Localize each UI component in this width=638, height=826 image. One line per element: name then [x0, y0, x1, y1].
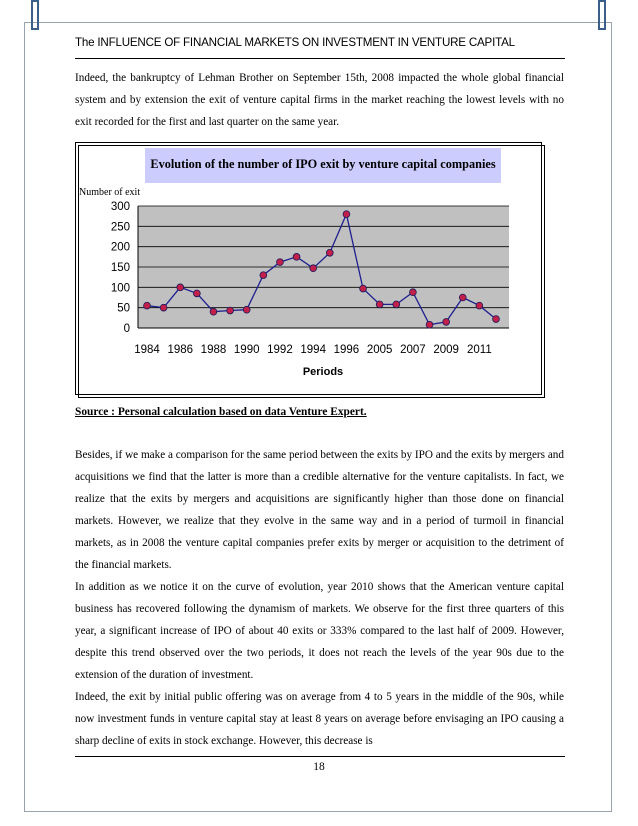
data-point — [160, 304, 167, 311]
data-point — [426, 321, 433, 328]
x-tick-label: 1992 — [267, 344, 293, 356]
chart-svg — [75, 142, 546, 399]
x-tick-label: 2009 — [433, 344, 459, 356]
x-tick-label: 1990 — [233, 344, 260, 356]
data-point — [310, 265, 317, 272]
x-tick-label: 1984 — [134, 344, 160, 356]
x-tick-label: 2005 — [366, 344, 393, 356]
data-point — [376, 301, 383, 308]
x-tick-label: 1994 — [300, 344, 326, 356]
page-corner-decoration-right — [598, 0, 606, 30]
data-point — [227, 307, 234, 314]
ipo-exit-chart — [75, 142, 546, 399]
page-number: 18 — [313, 761, 325, 773]
data-point — [476, 302, 483, 309]
data-point — [343, 211, 350, 218]
data-point — [443, 319, 450, 326]
data-point — [459, 294, 466, 301]
body-paragraph-duration: Indeed, the exit by initial public offering was on average from 4 to 5 years in the middle of the 90s, while now investment funds in venture capital stay at least 8 years on average before envisaging an IPO causing a sharp decline of exits in stock exchange. However, this decrease is — [75, 691, 564, 747]
x-tick-label: 1986 — [167, 344, 194, 356]
x-axis-label: Periods — [302, 366, 344, 378]
running-header: The INFLUENCE OF FINANCIAL MARKETS ON INVESTMENT IN VENTURE CAPITAL — [75, 36, 515, 49]
footer-rule — [75, 756, 565, 757]
intro-paragraph-text: Indeed, the bankruptcy of Lehman Brother on September 15th, 2008 impacted the whole global financial system and by extension the exit of venture capital firms in the market reaching the lowest levels with no exit recorded for the first and last quarter on the same year. — [75, 72, 564, 128]
y-tick-label: 150 — [110, 262, 130, 274]
y-axis-label: Number of exit — [79, 187, 141, 198]
data-point — [193, 290, 200, 297]
intro-paragraph — [75, 67, 564, 133]
body-text — [75, 444, 564, 752]
x-tick-labels — [134, 344, 492, 356]
data-point — [360, 285, 367, 292]
data-point — [293, 253, 300, 260]
y-tick-label: 300 — [110, 201, 130, 213]
data-point — [243, 306, 250, 313]
body-paragraph-recovery: In addition as we notice it on the curve of evolution, year 2010 shows that the American venture capital business has recovered following the dynamism of markets. We observe for the first three quarters of this year, a significant increase of IPO of about 40 exits or 333% compared to the last half of 2009. However, despite this trend observed over the two periods, it does not reach the levels of the year 90s due to the extension of the duration of investment. — [75, 581, 564, 681]
y-tick-label: 100 — [110, 282, 130, 295]
source-note: Source : Personal calculation based on data Venture Expert. — [75, 406, 367, 418]
x-tick-label: 1988 — [200, 344, 227, 356]
data-point — [410, 289, 417, 296]
x-tick-label: 2007 — [400, 344, 426, 356]
x-tick-label: 1996 — [333, 344, 360, 356]
chart-title: Evolution of the number of IPO exit by venture capital companies — [150, 156, 496, 171]
data-point — [144, 302, 151, 309]
body-paragraph-comparison: Besides, if we make a comparison for the same period between the exits by IPO and the exits by mergers and acquisitions we find that the latter is more than a credible alternative for the venture capitalists. In fact, we realize that the exits by mergers and acquisitions are significantly higher than those done on financial markets. However, we realize that they evolve in the same way and in a period of turmoil in financial markets, as in 2008 the venture capital companies prefer exits by merger or acquisition to the detriment of the financial markets. — [75, 449, 564, 571]
data-point — [277, 259, 284, 266]
y-tick-label: 250 — [110, 221, 130, 234]
page-corner-decoration-left — [31, 0, 39, 30]
data-point — [393, 301, 400, 308]
data-point — [210, 308, 217, 315]
data-point — [177, 284, 184, 291]
y-tick-label: 200 — [110, 241, 130, 254]
y-tick-label: 0 — [123, 323, 130, 335]
header-rule — [75, 58, 565, 59]
data-point — [260, 272, 267, 279]
data-point — [326, 249, 333, 256]
y-tick-label: 50 — [117, 302, 130, 315]
x-tick-label: 2011 — [467, 344, 492, 356]
data-point — [493, 316, 500, 323]
